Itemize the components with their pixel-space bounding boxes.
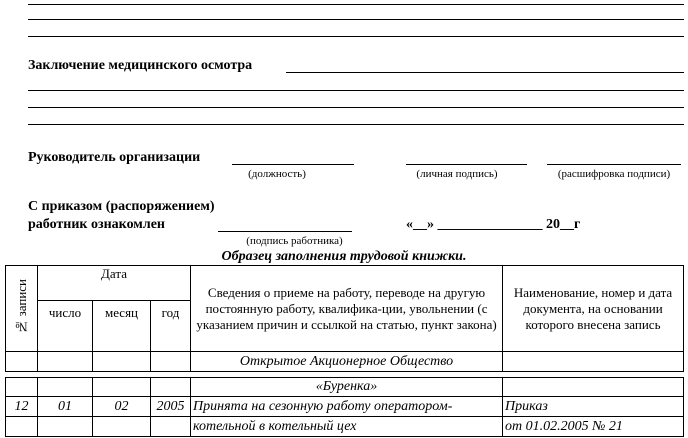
table-cell bbox=[38, 378, 93, 397]
record-number-header: № записи bbox=[6, 266, 38, 352]
table-cell bbox=[93, 417, 151, 437]
record-doc-line1: Приказ bbox=[503, 397, 684, 417]
record-info-line2: котельной в котельный цех bbox=[191, 417, 503, 437]
director-label: Руководитель организации bbox=[28, 150, 201, 165]
record-month: 02 bbox=[93, 397, 151, 417]
year-header: год bbox=[151, 301, 191, 352]
document-header: Наименование, номер и дата документа, на основании которого внесена запись bbox=[503, 266, 684, 352]
record-year: 2005 bbox=[151, 397, 191, 417]
month-header: месяц bbox=[93, 301, 151, 352]
director-decoding-field bbox=[547, 164, 681, 165]
date-header: Дата bbox=[38, 266, 191, 301]
medical-conclusion-label: Заключение медицинского осмотра bbox=[28, 58, 253, 73]
record-day: 01 bbox=[38, 397, 93, 417]
info-header: Сведения о приеме на работу, переводе на другую постоянную работу, квалифика-ции, увольнении (с указанием причин и ссылкой на статью, пункт закона) bbox=[191, 266, 503, 352]
table-cell bbox=[38, 352, 93, 372]
record-number: 12 bbox=[6, 397, 38, 417]
record-doc-line2: от 01.02.2005 № 21 bbox=[503, 417, 684, 437]
worker-signature-caption: (подпись работника) bbox=[246, 235, 343, 247]
table-cell bbox=[503, 352, 684, 372]
director-signature-field bbox=[406, 164, 527, 165]
table-cell bbox=[6, 417, 38, 437]
table-cell bbox=[151, 378, 191, 397]
blank-line bbox=[28, 107, 684, 108]
blank-line bbox=[28, 19, 684, 20]
order-date: «__» _______________ 20__г bbox=[406, 217, 581, 232]
decoding-caption: (расшифровка подписи) bbox=[557, 168, 671, 180]
order-label-line2: работник ознакомлен bbox=[28, 217, 165, 232]
employment-book-table bbox=[5, 265, 684, 437]
blank-line bbox=[28, 36, 684, 37]
sample-title: Образец заполнения трудовой книжки. bbox=[221, 249, 467, 264]
blank-line bbox=[28, 124, 684, 125]
record-info-line1: Принята на сезонную работу оператором- bbox=[191, 397, 503, 417]
table-cell bbox=[6, 352, 38, 372]
position-caption: (должность) bbox=[248, 168, 306, 180]
table-cell bbox=[503, 378, 684, 397]
signature-caption: (личная подпись) bbox=[416, 168, 498, 180]
director-position-field bbox=[232, 164, 354, 165]
worker-signature-field bbox=[218, 231, 352, 232]
medical-conclusion-field bbox=[286, 72, 684, 73]
table-cell bbox=[38, 417, 93, 437]
day-header: число bbox=[38, 301, 93, 352]
order-label-line1: С приказом (распоряжением) bbox=[28, 199, 215, 214]
table-cell bbox=[151, 352, 191, 372]
table-cell bbox=[6, 378, 38, 397]
table-cell bbox=[151, 417, 191, 437]
table-cell bbox=[93, 378, 151, 397]
organization-name-line2: «Буренка» bbox=[191, 378, 503, 397]
organization-name-line1: Открытое Акционерное Общество bbox=[191, 352, 503, 372]
blank-line bbox=[28, 90, 684, 91]
blank-line bbox=[28, 4, 684, 5]
table-cell bbox=[93, 352, 151, 372]
